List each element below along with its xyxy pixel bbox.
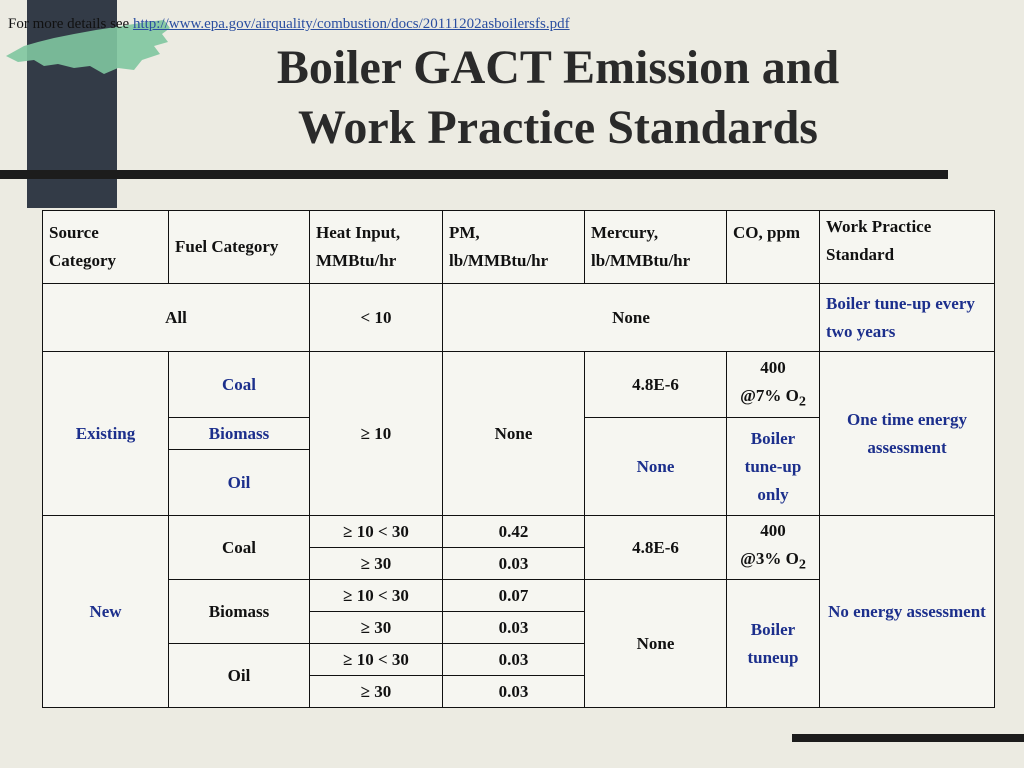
cell-new-heat: ≥ 30 — [310, 612, 443, 644]
table-row-new-coal-1 — [43, 516, 995, 548]
cell-new-other-mercury: None — [585, 580, 727, 708]
header-heat-input: Heat Input, MMBtu/hr — [310, 211, 443, 284]
cell-new-heat: ≥ 10 < 30 — [310, 580, 443, 612]
cell-existing-other-mercury: None — [585, 418, 727, 516]
co-subscript: 2 — [798, 556, 806, 573]
cell-new-biomass: Biomass — [169, 580, 310, 644]
table-row-all — [43, 284, 995, 352]
cell-existing-oil: Oil — [169, 450, 310, 516]
cell-all-limits: None — [443, 284, 820, 352]
standards-table — [42, 210, 995, 708]
cell-new-other-co: Boiler tuneup — [727, 580, 820, 708]
header-fuel-category: Fuel Category — [169, 211, 310, 284]
table-header-row — [43, 211, 995, 284]
cell-new-source: New — [43, 516, 169, 708]
cell-existing-work-practice: One time energy assessment — [820, 352, 995, 516]
table-row-existing-coal — [43, 352, 995, 418]
cell-new-pm: 0.07 — [443, 580, 585, 612]
cell-new-coal: Coal — [169, 516, 310, 580]
cell-existing-coal-mercury: 4.8E-6 — [585, 352, 727, 418]
cell-new-work-practice: No energy assessment — [820, 516, 995, 708]
header-work-practice: Work Practice Standard — [820, 211, 995, 284]
cell-all-source: All — [43, 284, 310, 352]
cell-new-heat: ≥ 10 < 30 — [310, 644, 443, 676]
header-mercury: Mercury, lb/MMBtu/hr — [585, 211, 727, 284]
cell-new-pm: 0.42 — [443, 516, 585, 548]
co-subscript: 2 — [798, 393, 806, 410]
cell-existing-source: Existing — [43, 352, 169, 516]
source-note-prefix: For more details see — [8, 16, 133, 32]
cell-new-coal-mercury: 4.8E-6 — [585, 516, 727, 580]
co-value: 400 — [760, 520, 786, 540]
cell-new-pm: 0.03 — [443, 644, 585, 676]
cell-new-coal-co — [727, 516, 820, 580]
cell-all-work-practice: Boiler tune-up every two years — [820, 284, 995, 352]
horizontal-rule — [0, 170, 948, 179]
header-co: CO, ppm — [727, 211, 820, 284]
cell-new-oil: Oil — [169, 644, 310, 708]
page-title — [218, 38, 898, 158]
cell-existing-coal: Coal — [169, 352, 310, 418]
cell-existing-biomass: Biomass — [169, 418, 310, 450]
bottom-rule — [792, 734, 1024, 742]
header-pm: PM, lb/MMBtu/hr — [443, 211, 585, 284]
source-link[interactable]: http://www.epa.gov/airquality/combustion/docs/20111202asboilersfs.pdf — [132, 16, 570, 32]
title-line-2: Work Practice Standards — [298, 101, 818, 154]
cell-all-heat: < 10 — [310, 284, 443, 352]
cell-new-pm: 0.03 — [443, 612, 585, 644]
cell-existing-other-co: Boiler tune-up only — [727, 418, 820, 516]
cell-existing-pm: None — [443, 352, 585, 516]
source-note — [8, 16, 570, 33]
co-condition: @7% O — [740, 385, 799, 405]
cell-existing-coal-co — [727, 352, 820, 418]
title-line-1: Boiler GACT Emission and — [276, 41, 840, 94]
co-value: 400 — [760, 357, 786, 377]
cell-new-pm: 0.03 — [443, 676, 585, 708]
cell-new-heat: ≥ 30 — [310, 676, 443, 708]
cell-new-heat: ≥ 30 — [310, 548, 443, 580]
co-condition: @3% O — [740, 548, 799, 568]
header-source-category: Source Category — [43, 211, 169, 284]
cell-existing-heat: ≥ 10 — [310, 352, 443, 516]
cell-new-heat: ≥ 10 < 30 — [310, 516, 443, 548]
cell-new-pm: 0.03 — [443, 548, 585, 580]
